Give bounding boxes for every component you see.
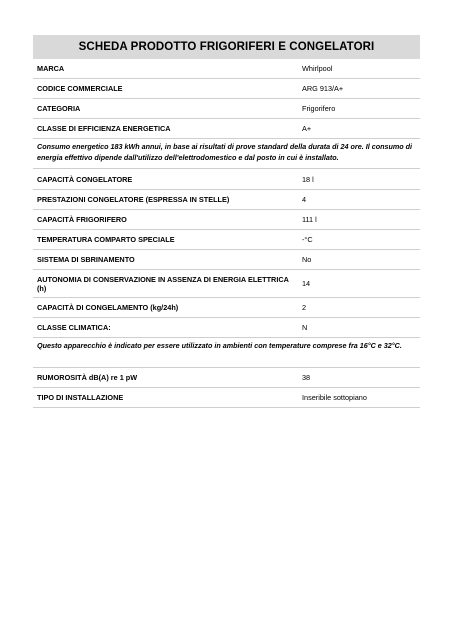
row-commercial-code [33,79,420,99]
row-label: MARCA [37,64,65,73]
row-value: 38 [302,373,311,382]
row-label: CATEGORIA [37,104,81,113]
note-energy-consumption: Consumo energetico 183 kWh annui, in base ai risultati di prove standard della durata di 24 ore. Il consumo di energia effettivo dipende dall'utilizzo dell'elettrodomestico e dal posto in cui è installato. [33,139,420,169]
row-category [33,99,420,119]
row-label: CAPACITÀ DI CONGELAMENTO (kg/24h) [37,303,179,312]
row-freezer-stars [33,190,420,210]
row-value: -°C [302,235,313,244]
row-value: ARG 913/A+ [302,84,344,93]
row-noise [33,368,420,388]
product-sheet [33,35,420,408]
row-energy-class [33,119,420,139]
row-value: N [302,323,308,332]
row-special-compartment-temp [33,230,420,250]
row-label: CAPACITÀ FRIGORIFERO [37,215,127,224]
row-label: RUMOROSITÀ dB(A) re 1 pW [37,373,138,382]
row-label: PRESTAZIONI CONGELATORE (ESPRESSA IN STELLE) [37,195,230,204]
row-value: 14 [302,279,311,288]
row-value: 111 l [302,215,317,224]
row-label: CAPACITÀ CONGELATORE [37,174,133,184]
sheet-title: SCHEDA PRODOTTO FRIGORIFERI E CONGELATORI [33,35,420,59]
row-freezing-capacity [33,298,420,318]
row-value: 2 [302,303,307,312]
row-label: CLASSE DI EFFICIENZA ENERGETICA [37,124,171,133]
row-value: 4 [302,195,307,204]
row-label: TEMPERATURA COMPARTO SPECIALE [37,235,175,244]
row-value: Frigorifero [302,104,336,113]
row-fridge-capacity [33,210,420,230]
row-installation-type [33,388,420,408]
row-value: No [302,255,312,264]
row-power-failure-autonomy [33,270,420,298]
row-label: TIPO DI INSTALLAZIONE [37,393,124,402]
row-brand [33,59,420,79]
row-defrost-system [33,250,420,270]
row-value: Inseribile sottopiano [302,393,367,402]
row-label: CLASSE CLIMATICA: [37,323,111,332]
row-freezer-capacity [33,169,420,190]
row-value: Whirlpool [302,64,333,73]
row-label: SISTEMA DI SBRINAMENTO [37,255,135,264]
row-label: AUTONOMIA DI CONSERVAZIONE IN ASSENZA DI ENERGIA ELETTRICA (h) [37,274,289,293]
row-climate-class [33,318,420,338]
row-label: CODICE COMMERCIALE [37,84,123,93]
note-climate-range: Questo apparecchio è indicato per essere utilizzato in ambienti con temperature comprese fra 16°C e 32°C. [33,338,420,368]
row-value: 18 l [302,174,314,184]
row-value: A+ [302,124,312,133]
